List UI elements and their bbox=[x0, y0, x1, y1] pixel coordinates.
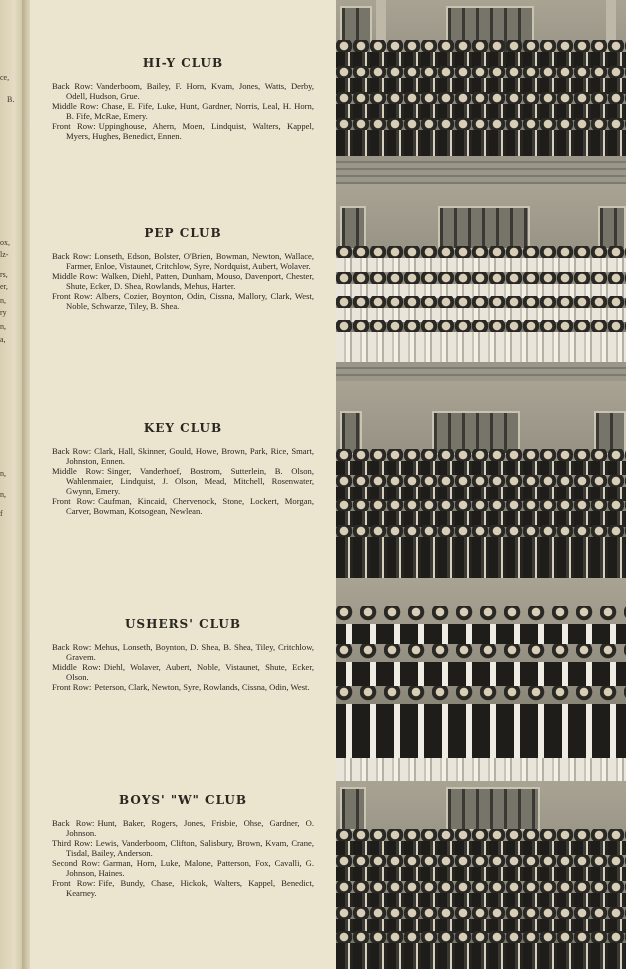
roster-row bbox=[52, 682, 314, 692]
club-caption-hi-y bbox=[52, 56, 314, 141]
row-names: Albers, Cozier, Boynton, Odin, Cissna, Mallory, Clark, West, Noble, Schwarze, Tiley, B. Shea. bbox=[66, 291, 314, 311]
row-names: Hunt, Baker, Rogers, Jones, Frisbie, Ohse, Gardner, O. Johnson. bbox=[66, 818, 314, 838]
facing-page-fragment: B. bbox=[7, 95, 15, 104]
club-caption-ushers bbox=[52, 617, 314, 692]
facing-page-fragment: n, bbox=[0, 490, 6, 499]
roster-row bbox=[52, 878, 314, 898]
facing-page-fragment: rs, bbox=[0, 270, 8, 279]
row-names: Lonseth, Edson, Bolster, O'Brien, Bowman, Newton, Wallace, Farmer, Enloe, Vistaunet, Critchlow, Syre, Nordquist, Aubert, Wolaver. bbox=[66, 251, 314, 271]
row-label: Third Row: bbox=[52, 838, 93, 848]
facing-page-fragment: n, bbox=[0, 296, 6, 305]
facing-page-fragment: a, bbox=[0, 335, 6, 344]
roster-row bbox=[52, 121, 314, 141]
roster-row bbox=[52, 101, 314, 121]
facing-page-fragment: ce, bbox=[0, 73, 10, 82]
roster-row bbox=[52, 466, 314, 496]
roster-row bbox=[52, 838, 314, 858]
row-names: Chase, E. Fife, Luke, Hunt, Gardner, Norris, Leal, H. Horn, B. Fife, McRae, Emery. bbox=[66, 101, 314, 121]
roster-row bbox=[52, 291, 314, 311]
row-label: Middle Row: bbox=[52, 101, 99, 111]
ushers-club-photo bbox=[336, 578, 626, 784]
club-title: PEP CLUB bbox=[144, 226, 222, 240]
roster-row bbox=[52, 446, 314, 466]
book-gutter bbox=[22, 0, 30, 969]
key-club-photo bbox=[336, 381, 626, 581]
roster-row bbox=[52, 858, 314, 878]
row-names: Singer, Vanderhoef, Bostrom, Sutterlein, B. Olson, Wahlenmaier, Lindquist, J. Olson, Mead, Mitchell, Rosenwater, Gwynn, Emery. bbox=[66, 466, 314, 496]
pep-club-photo bbox=[336, 184, 626, 384]
facing-page-fragment: ox, bbox=[0, 238, 10, 247]
row-names: Mehus, Lonseth, Boynton, D. Shea, B. Shea, Tiley, Critchlow, Gravem. bbox=[66, 642, 314, 662]
row-names: Caufman, Kincaid, Chervenock, Stone, Lockert, Morgan, Carver, Bowman, Kotsogean, Newlean. bbox=[66, 496, 314, 516]
row-label: Middle Row: bbox=[52, 271, 99, 281]
roster-row bbox=[52, 271, 314, 291]
hi-y-club-photo bbox=[336, 0, 626, 187]
facing-page-fragment: n, bbox=[0, 322, 6, 331]
row-label: Back Row: bbox=[52, 642, 92, 652]
facing-page-fragment: ry bbox=[0, 308, 7, 317]
facing-page-fragment: lz- bbox=[0, 250, 9, 259]
club-caption-pep bbox=[52, 226, 314, 311]
row-label: Back Row: bbox=[52, 446, 92, 456]
row-names: Diehl, Wolaver, Aubert, Noble, Vistaunet, Shute, Ecker, Olson. bbox=[66, 662, 314, 682]
club-caption-key bbox=[52, 421, 314, 516]
boys-w-club-photo bbox=[336, 781, 626, 969]
roster-row bbox=[52, 642, 314, 662]
club-title: USHERS' CLUB bbox=[124, 617, 242, 631]
roster-row bbox=[52, 662, 314, 682]
photo-column bbox=[336, 0, 626, 969]
facing-page-fragment: n, bbox=[0, 469, 6, 478]
row-names: Peterson, Clark, Newton, Syre, Rowlands, Cissna, Odin, West. bbox=[94, 682, 310, 692]
row-label: Back Row: bbox=[52, 81, 94, 91]
row-names: Garman, Horn, Luke, Malone, Patterson, Fox, Cavalli, G. Johnson, Haines. bbox=[66, 858, 314, 878]
club-title: KEY CLUB bbox=[143, 421, 223, 435]
row-names: Vanderboom, Bailey, F. Horn, Kvam, Jones, Watts, Derby, Odell, Hudson, Grue. bbox=[66, 81, 315, 101]
row-label: Back Row: bbox=[52, 251, 92, 261]
roster-row bbox=[52, 251, 314, 271]
row-label: Second Row: bbox=[52, 858, 100, 868]
row-label: Front Row: bbox=[52, 682, 92, 692]
roster-row bbox=[52, 81, 314, 101]
row-label: Middle Row: bbox=[52, 466, 105, 476]
roster-row bbox=[52, 496, 314, 516]
row-label: Front Row: bbox=[52, 121, 96, 131]
row-label: Front Row: bbox=[52, 496, 96, 506]
club-title: BOYS' "W" CLUB bbox=[119, 793, 247, 807]
row-names: Lewis, Vanderboom, Clifton, Salisbury, Brown, Kvam, Crane, Tisdal, Bailey, Anderson. bbox=[66, 838, 314, 858]
row-label: Front Row: bbox=[52, 878, 96, 888]
roster-row bbox=[52, 818, 314, 838]
row-names: Walken, Diehl, Patten, Dunham, Mouso, Davenport, Chester, Shute, Ecker, D. Shea, Rowlands, Mehus, Harter. bbox=[66, 271, 314, 291]
facing-page-edge bbox=[0, 0, 24, 969]
row-label: Front Row: bbox=[52, 291, 93, 301]
club-title: HI-Y CLUB bbox=[142, 56, 224, 70]
row-label: Back Row: bbox=[52, 818, 95, 828]
row-names: Fife, Bundy, Chase, Hickok, Walters, Kappel, Benedict, Kearney. bbox=[66, 878, 314, 898]
club-caption-boys-w bbox=[52, 793, 314, 898]
row-label: Middle Row: bbox=[52, 662, 101, 672]
facing-page-fragment: f bbox=[0, 509, 3, 518]
facing-page-fragment: er, bbox=[0, 282, 8, 291]
row-names: Uppinghouse, Ahern, Moen, Lindquist, Walters, Kappel, Myers, Hughes, Benedict, Ennen. bbox=[66, 121, 314, 141]
row-names: Clark, Hall, Skinner, Gould, Howe, Brown, Park, Rice, Smart, Johnston, Ennen. bbox=[66, 446, 314, 466]
